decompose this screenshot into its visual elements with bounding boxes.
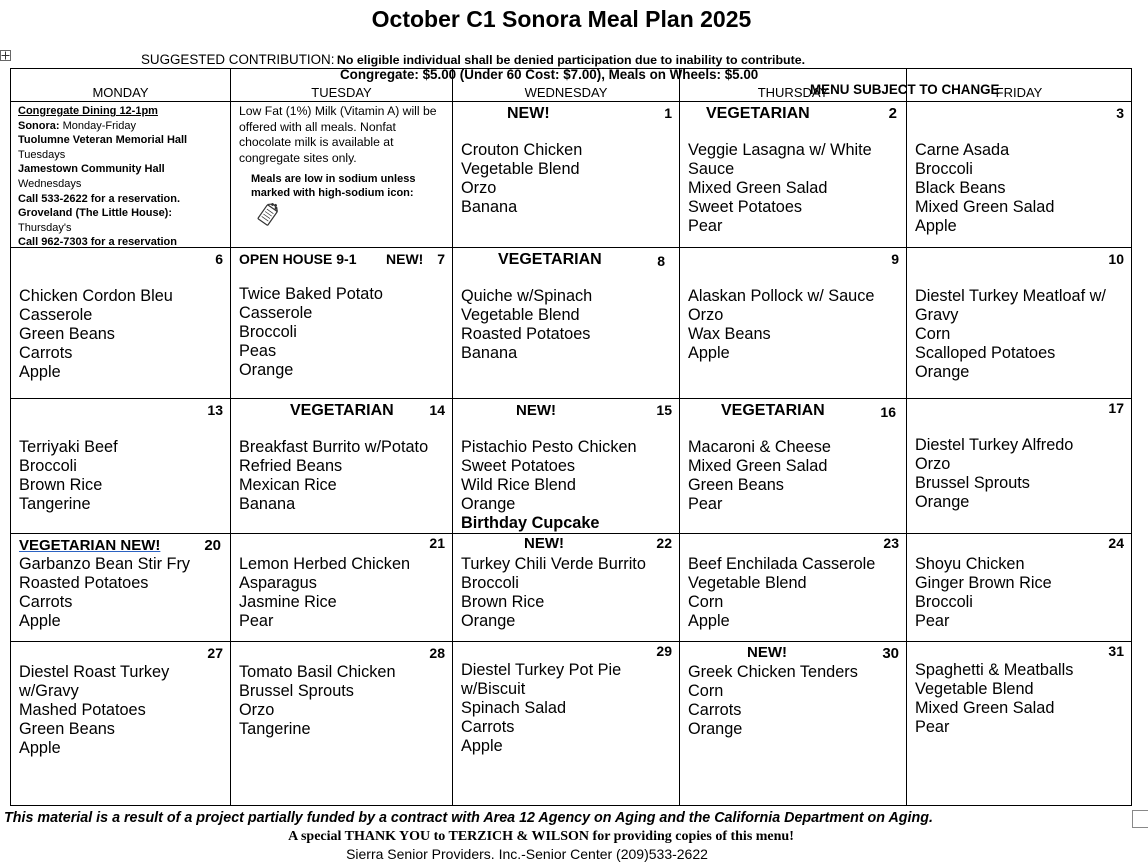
day-header-monday: MONDAY (11, 69, 231, 102)
menu-item: Spaghetti & Meatballs (915, 661, 1074, 679)
menu-item: Pear (688, 495, 723, 513)
date-number: 17 (1108, 400, 1124, 416)
menu-item: Greek Chicken Tenders (688, 663, 858, 681)
menu-item: Asparagus (239, 574, 317, 592)
menu-items (688, 287, 874, 363)
day-cell-oct31 (907, 642, 1132, 806)
menu-item: Apple (461, 737, 503, 755)
menu-items (461, 438, 637, 533)
day-cell-oct24 (907, 534, 1132, 642)
menu-item: Brussel Sprouts (239, 682, 354, 700)
site-days: Thursday's (18, 221, 72, 234)
menu-item: Orange (461, 495, 516, 513)
menu-items (19, 287, 173, 382)
menu-item: Sweet Potatoes (688, 198, 803, 216)
milk-note: Low Fat (1%) Milk (Vitamin A) will be offered with all meals. Nonfat chocolate milk is available at congregate sites only. (239, 104, 437, 165)
day-cell-oct15 (453, 399, 680, 534)
menu-item: Orzo (239, 701, 275, 719)
menu-item: Mixed Green Salad (915, 699, 1055, 717)
menu-item: Refried Beans (239, 457, 343, 475)
menu-item: Breakfast Burrito w/Potato (239, 438, 429, 456)
birthday-cupcake: Birthday Cupcake (461, 514, 600, 532)
eligibility-notice: No eligible individual shall be denied participation due to inability to contribute. (336, 53, 806, 67)
reservation-phone: Call 962-7303 for a reservation (18, 236, 177, 249)
menu-item: Apple (915, 217, 957, 235)
menu-item: Broccoli (19, 457, 77, 475)
menu-item: Peas (239, 342, 277, 360)
menu-item: w/Biscuit (461, 680, 526, 698)
week-row (11, 642, 1132, 806)
menu-item: Carrots (688, 701, 742, 719)
menu-item: Carrots (19, 593, 73, 611)
page-title: October C1 Sonora Meal Plan 2025 (371, 6, 752, 32)
date-number: 1 (664, 105, 672, 121)
menu-items (915, 141, 1054, 236)
provider-info: Sierra Senior Providers. Inc.-Senior Center (209)533-2622 (346, 846, 708, 862)
menu-item: Ginger Brown Rice (915, 574, 1052, 592)
menu-item: Mixed Green Salad (688, 179, 828, 197)
menu-item: Corn (688, 682, 724, 700)
menu-item: Mixed Green Salad (688, 457, 828, 475)
menu-item: Apple (19, 739, 61, 757)
menu-item: Veggie Lasagna w/ White (688, 141, 872, 159)
menu-item: Carne Asada (915, 141, 1010, 159)
menu-item: Gravy (915, 306, 959, 324)
menu-item: Casserole (19, 306, 93, 324)
menu-item: Diestel Turkey Pot Pie (461, 661, 622, 679)
menu-item: Apple (19, 363, 61, 381)
vegetarian-new-badge: VEGETARIAN NEW! (19, 537, 161, 554)
menu-item: Mashed Potatoes (19, 701, 146, 719)
funding-statement: This material is a result of a project partially funded by a contract with Area 12 Agency on Aging and the California Department on Aging. (4, 810, 933, 826)
menu-item: Carrots (19, 344, 73, 362)
menu-items (915, 436, 1073, 512)
menu-item: Orzo (461, 179, 497, 197)
date-number: 20 (204, 537, 221, 554)
menu-item: Lemon Herbed Chicken (239, 555, 411, 573)
menu-item: Sauce (688, 160, 735, 178)
day-header-tuesday: TUESDAY (231, 69, 453, 102)
date-number: 7 (437, 251, 445, 267)
menu-items (239, 663, 396, 739)
menu-notice: MENU SUBJECT TO CHANGE (810, 82, 1000, 97)
menu-item: Scalloped Potatoes (915, 344, 1056, 362)
date-number: 9 (891, 251, 899, 267)
day-cell-oct14 (231, 399, 453, 534)
menu-item: Spinach Salad (461, 699, 567, 717)
menu-items (688, 141, 872, 236)
day-cell-oct13 (11, 399, 231, 534)
menu-item: Orange (688, 720, 743, 738)
menu-item: Wax Beans (688, 325, 771, 343)
new-badge: NEW! (747, 644, 787, 661)
reservation-phone: Call 533-2622 for a reservation. (18, 192, 181, 205)
day-cell-oct2 (680, 102, 907, 248)
menu-item: Orzo (915, 455, 951, 473)
menu-item: Pear (915, 718, 950, 736)
menu-item: Chicken Cordon Bleu (19, 287, 173, 305)
menu-item: Beef Enchilada Casserole (688, 555, 876, 573)
menu-item: Orange (915, 493, 970, 511)
week-row (11, 399, 1132, 534)
new-badge: NEW! (516, 402, 556, 419)
date-number: 30 (882, 645, 899, 662)
menu-item: Corn (688, 593, 724, 611)
date-number: 24 (1108, 535, 1124, 551)
date-number: 28 (429, 645, 445, 661)
new-badge: NEW! (524, 535, 564, 552)
date-number: 2 (888, 105, 897, 122)
menu-item: w/Gravy (19, 682, 79, 700)
day-cell-oct27 (11, 642, 231, 806)
menu-item: Diestel Roast Turkey (19, 663, 170, 681)
date-number: 15 (656, 402, 672, 418)
menu-item: Mexican Rice (239, 476, 337, 494)
contribution-label: SUGGESTED CONTRIBUTION: (141, 52, 339, 67)
table-move-handle-icon[interactable] (0, 50, 11, 63)
date-number: 14 (429, 402, 445, 418)
day-cell-oct9 (680, 248, 907, 399)
vegetarian-badge: VEGETARIAN (290, 402, 394, 419)
sodium-note: Meals are low in sodium unless marked with high-sodium icon: (251, 173, 416, 199)
menu-item: Broccoli (915, 160, 973, 178)
menu-item: Vegetable Blend (461, 306, 580, 324)
menu-item: Roasted Potatoes (19, 574, 149, 592)
menu-item: Banana (461, 198, 518, 216)
menu-items (239, 438, 428, 514)
menu-item: Alaskan Pollock w/ Sauce (688, 287, 875, 305)
menu-item: Terriyaki Beef (19, 438, 118, 456)
menu-item: Banana (239, 495, 296, 513)
day-header-friday: FRIDAY (907, 69, 1132, 102)
menu-item: Roasted Potatoes (461, 325, 591, 343)
day-cell-oct22 (453, 534, 680, 642)
day-cell-oct8 (453, 248, 680, 399)
date-number: 29 (656, 643, 672, 659)
menu-item: Orange (461, 612, 516, 630)
day-cell-oct7 (231, 248, 453, 399)
menu-item: Corn (915, 325, 951, 343)
day-header-wednesday: WEDNESDAY (453, 69, 680, 102)
date-number: 27 (207, 645, 223, 661)
day-cell-oct3 (907, 102, 1132, 248)
site-name: Groveland (The Little House): (18, 207, 173, 220)
date-number: 22 (656, 535, 672, 551)
menu-item: Brown Rice (461, 593, 545, 611)
date-number: 8 (657, 253, 665, 269)
day-cell-oct17 (907, 399, 1132, 534)
menu-item: Vegetable Blend (461, 160, 580, 178)
menu-item: Pear (915, 612, 950, 630)
menu-item: Crouton Chicken (461, 141, 583, 159)
menu-item: Wild Rice Blend (461, 476, 576, 494)
menu-items (461, 287, 592, 363)
site-days: Tuesdays (18, 148, 66, 161)
date-number: 16 (880, 404, 896, 420)
site-days: Monday-Friday (59, 119, 136, 132)
date-number: 3 (1116, 105, 1124, 121)
new-badge: NEW! (386, 251, 424, 267)
date-number: 10 (1108, 251, 1124, 267)
new-badge: NEW! (507, 105, 550, 122)
menu-item: Green Beans (19, 325, 115, 343)
menu-item: Green Beans (688, 476, 784, 494)
menu-items (19, 438, 118, 514)
menu-item: Pear (239, 612, 274, 630)
menu-item: Orzo (688, 306, 724, 324)
week-row (11, 534, 1132, 642)
dining-info-cell (11, 102, 231, 248)
day-cell-oct1 (453, 102, 680, 248)
meal-calendar (10, 68, 1132, 806)
menu-item: Broccoli (239, 323, 297, 341)
date-number: 21 (429, 535, 445, 551)
menu-item: Mixed Green Salad (915, 198, 1055, 216)
dining-hours: Congregate Dining 12-1pm (18, 105, 158, 117)
menu-item: Diestel Turkey Alfredo (915, 436, 1074, 454)
menu-items (239, 555, 410, 631)
site-days: Wednesdays (18, 177, 82, 190)
menu-items (461, 141, 582, 217)
day-cell-oct20 (11, 534, 231, 642)
date-number: 31 (1108, 643, 1124, 659)
menu-item: Banana (461, 344, 518, 362)
menu-items (19, 663, 169, 758)
dining-info (18, 104, 187, 250)
day-cell-oct16 (680, 399, 907, 534)
vegetarian-badge: VEGETARIAN (498, 251, 602, 268)
menu-items (688, 438, 831, 514)
day-cell-oct21 (231, 534, 453, 642)
day-cell-oct23 (680, 534, 907, 642)
menu-item: Turkey Chili Verde Burrito (461, 555, 646, 573)
menu-item: Vegetable Blend (915, 680, 1034, 698)
day-header-thursday: THURSDAY (680, 69, 907, 102)
date-number: 23 (883, 535, 899, 551)
day-cell-oct6 (11, 248, 231, 399)
vegetarian-badge: VEGETARIAN (721, 402, 825, 419)
menu-item: Sweet Potatoes (461, 457, 576, 475)
menu-item: Tangerine (19, 495, 91, 513)
menu-item: Twice Baked Potato (239, 285, 383, 303)
menu-items (915, 661, 1073, 737)
menu-item: Brussel Sprouts (915, 474, 1030, 492)
menu-item: Tomato Basil Chicken (239, 663, 396, 681)
menu-item: Orange (915, 363, 970, 381)
table-resize-handle[interactable] (1132, 810, 1148, 828)
menu-item: Quiche w/Spinach (461, 287, 593, 305)
menu-item: Green Beans (19, 720, 115, 738)
open-house-badge: OPEN HOUSE 9-1 (239, 251, 357, 267)
site-name: Jamestown Community Hall (18, 163, 165, 176)
date-number: 13 (207, 402, 223, 418)
salt-shaker-icon (255, 198, 283, 233)
menu-item: Apple (19, 612, 61, 630)
week-row (11, 102, 1132, 248)
contribution-values: Congregate: $5.00 (Under 60 Cost: $7.00), Meals on Wheels: $5.00 (340, 67, 759, 82)
week-row (11, 248, 1132, 399)
menu-items (461, 661, 621, 756)
menu-item: Broccoli (461, 574, 519, 592)
menu-item: Diestel Turkey Meatloaf w/ (915, 287, 1106, 305)
date-number: 6 (215, 251, 223, 267)
day-cell-oct28 (231, 642, 453, 806)
menu-item: Pear (688, 217, 723, 235)
menu-item: Garbanzo Bean Stir Fry (19, 555, 191, 573)
menu-items (461, 555, 646, 631)
menu-item: Carrots (461, 718, 515, 736)
site-label: Sonora: (18, 119, 60, 132)
menu-items (19, 555, 190, 631)
menu-item: Apple (688, 344, 730, 362)
menu-item: Black Beans (915, 179, 1006, 197)
menu-item: Broccoli (915, 593, 973, 611)
menu-item: Tangerine (239, 720, 311, 738)
menu-item: Apple (688, 612, 730, 630)
menu-item: Pistachio Pesto Chicken (461, 438, 637, 456)
menu-item: Vegetable Blend (688, 574, 807, 592)
menu-item: Jasmine Rice (239, 593, 337, 611)
menu-item: Orange (239, 361, 294, 379)
vegetarian-badge: VEGETARIAN (706, 105, 810, 122)
menu-item: Casserole (239, 304, 313, 322)
menu-item: Brown Rice (19, 476, 103, 494)
menu-items (915, 555, 1052, 631)
day-cell-oct30 (680, 642, 907, 806)
menu-items (688, 555, 875, 631)
menu-items (915, 287, 1106, 382)
site-name: Tuolumne Veteran Memorial Hall (18, 134, 188, 147)
day-cell-oct10 (907, 248, 1132, 399)
day-cell-oct29 (453, 642, 680, 806)
menu-item: Shoyu Chicken (915, 555, 1025, 573)
nutrition-info-cell (231, 102, 453, 248)
menu-items (688, 663, 858, 739)
menu-items (239, 285, 383, 380)
thanks-note: A special THANK YOU to TERZICH & WILSON for providing copies of this menu! (288, 829, 794, 844)
menu-item: Macaroni & Cheese (688, 438, 831, 456)
